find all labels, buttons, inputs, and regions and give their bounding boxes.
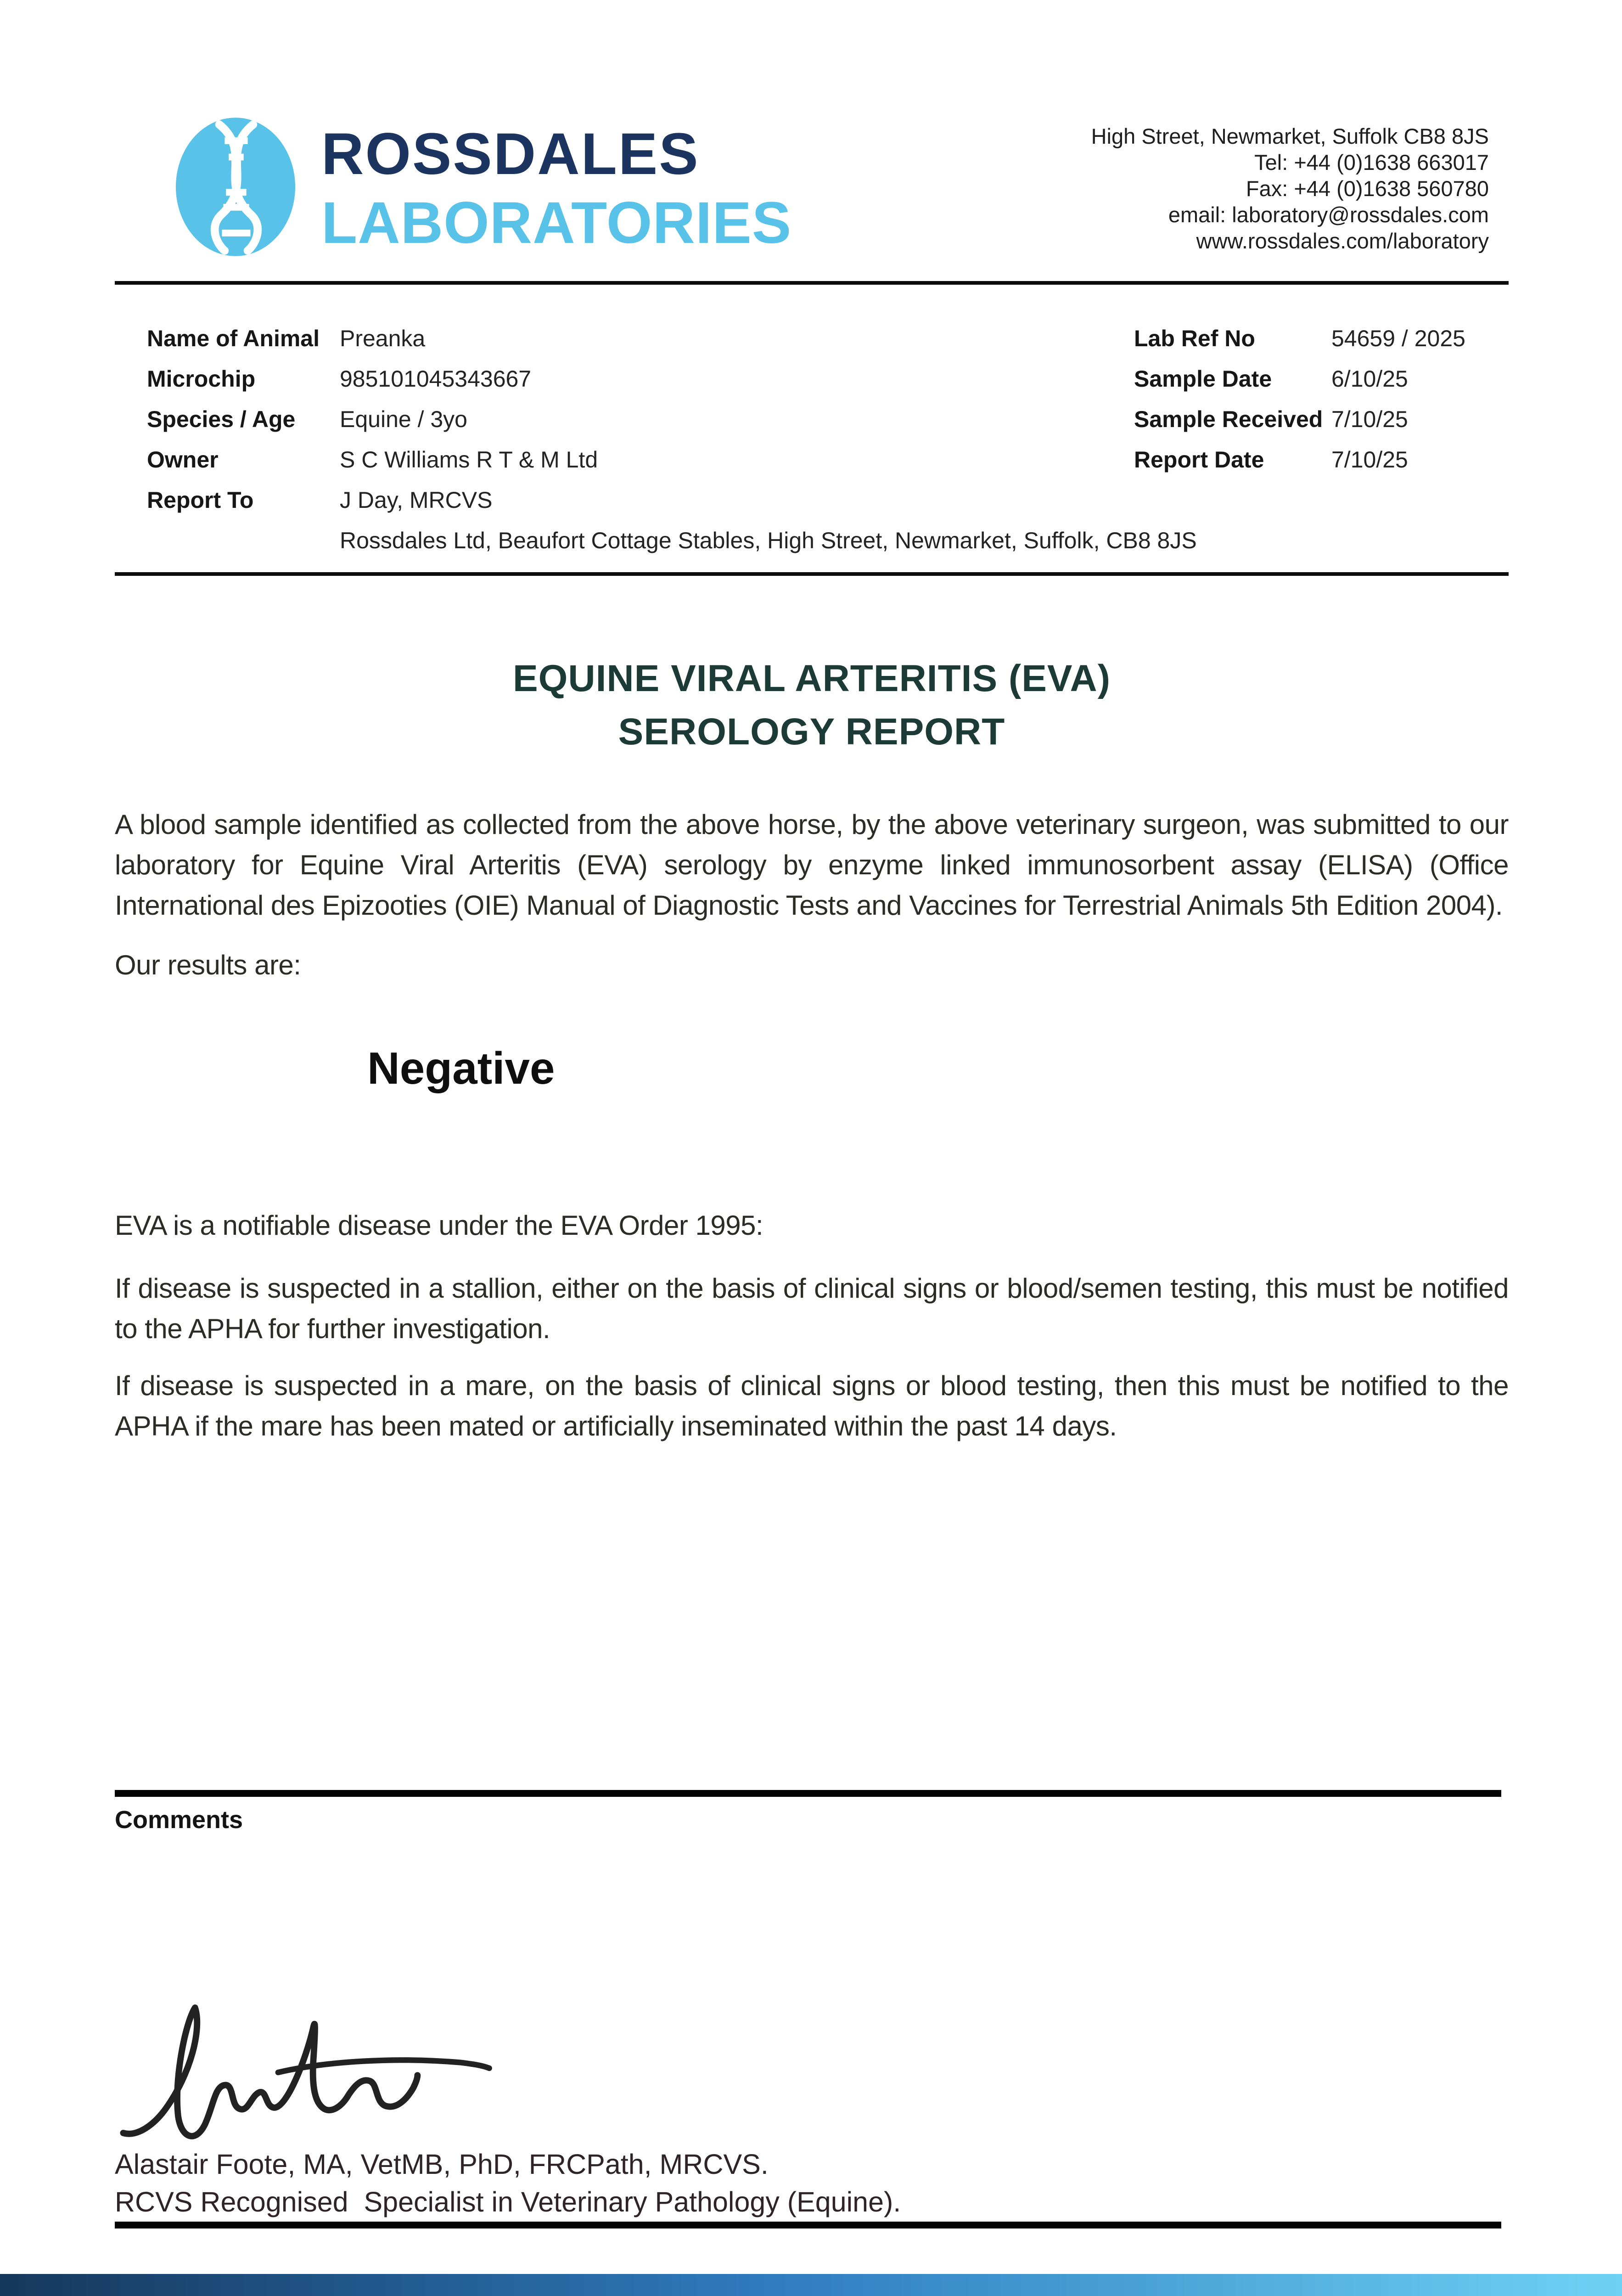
handwritten-signature-icon: [115, 1998, 537, 2163]
contact-address: High Street, Newmarket, Suffolk CB8 8JS: [1091, 124, 1489, 148]
brand-name: ROSSDALES: [321, 121, 700, 187]
footer-brand-bar: [0, 2274, 1622, 2296]
field-label-species-age: Species / Age: [147, 406, 296, 432]
result-value: Negative: [367, 1043, 555, 1093]
field-value-owner: S C Williams R T & M Ltd: [340, 447, 598, 473]
contact-block: [1091, 123, 1489, 254]
comments-divider: [115, 1790, 1501, 1797]
field-label-report-to: Report To: [147, 487, 254, 513]
results-intro: Our results are:: [115, 950, 301, 980]
header-divider: [115, 281, 1509, 285]
report-to-address: Rossdales Ltd, Beaufort Cottage Stables, High Street, Newmarket, Suffolk, CB8 8JS: [340, 528, 1197, 553]
dna-helix-icon: [174, 116, 297, 258]
contact-tel: Tel: +44 (0)1638 663017: [1254, 150, 1489, 174]
field-value-report-date: 7/10/25: [1331, 447, 1408, 473]
field-label-sample-received: Sample Received: [1134, 406, 1323, 432]
brand-block: [321, 121, 792, 256]
contact-website: www.rossdales.com/laboratory: [1196, 229, 1489, 253]
field-value-species-age: Equine / 3yo: [340, 406, 467, 432]
notifiable-line: EVA is a notifiable disease under the EVA Order 1995:: [115, 1210, 763, 1241]
mare-paragraph: If disease is suspected in a mare, on the basis of clinical signs or blood testing, then this must be notified to the APHA if the mare has been mated or artificially inseminated within the past 14 days.: [115, 1370, 1509, 1441]
rossdales-logo: [174, 116, 297, 258]
field-label-lab-ref-no: Lab Ref No: [1134, 326, 1255, 351]
stallion-paragraph: If disease is suspected in a stallion, either on the basis of clinical signs or blood/semen testing, this must be notified to the APHA for further investigation.: [115, 1273, 1509, 1344]
signatory-name: Alastair Foote, MA, VetMB, PhD, FRCPath, MRCVS.: [115, 2149, 769, 2180]
field-value-name-of-animal: Preanka: [340, 326, 426, 351]
field-value-microchip: 985101045343667: [340, 366, 532, 392]
field-label-report-date: Report Date: [1134, 447, 1264, 473]
field-label-owner: Owner: [147, 447, 219, 473]
brand-subname: LABORATORIES: [321, 190, 792, 256]
field-value-sample-date: 6/10/25: [1331, 366, 1408, 392]
report-title-line2: SEROLOGY REPORT: [618, 711, 1005, 753]
comments-label: Comments: [115, 1806, 243, 1834]
signatory-role: RCVS Recognised Specialist in Veterinary Pathology (Equine).: [115, 2186, 901, 2217]
report-title-line1: EQUINE VIRAL ARTERITIS (EVA): [512, 658, 1111, 699]
report-title: [115, 652, 1509, 759]
details-divider: [115, 572, 1509, 576]
contact-fax: Fax: +44 (0)1638 560780: [1246, 176, 1489, 201]
field-value-sample-received: 7/10/25: [1331, 406, 1408, 432]
contact-email: email: laboratory@rossdales.com: [1168, 203, 1489, 227]
field-label-name-of-animal: Name of Animal: [147, 326, 320, 351]
field-value-lab-ref-no: 54659 / 2025: [1331, 326, 1465, 351]
footer-divider: [115, 2222, 1501, 2228]
field-label-microchip: Microchip: [147, 366, 256, 392]
field-value-report-to: J Day, MRCVS: [340, 487, 493, 513]
intro-paragraph: A blood sample identified as collected from the above horse, by the above veterinary surgeon, was submitted to our laboratory for Equine Viral Arteritis (EVA) serology by enzyme linked immunosorbent assay (ELISA) (Office International des Epizooties (OIE) Manual of Diagnostic Tests and Vaccines for Terrestrial Animals 5th Edition 2004).: [115, 809, 1509, 921]
signature-image: [115, 1998, 537, 2163]
field-label-sample-date: Sample Date: [1134, 366, 1272, 392]
